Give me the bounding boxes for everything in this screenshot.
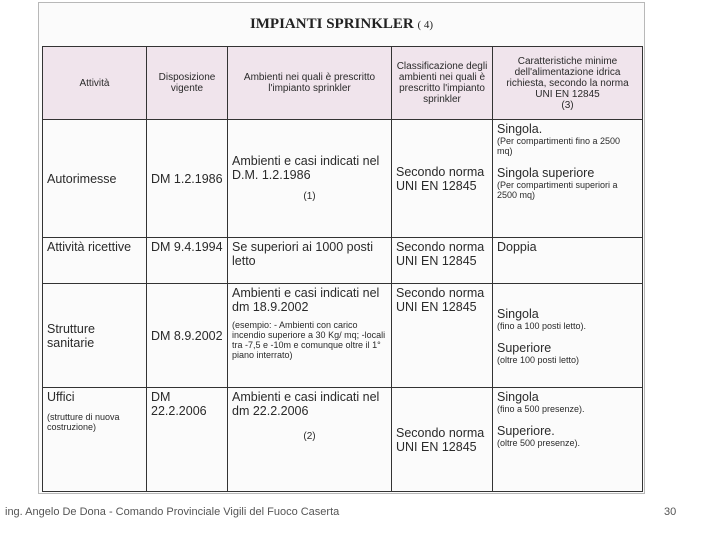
cell-ambienti bbox=[228, 388, 392, 492]
caratt-secondary: Superiore. bbox=[497, 424, 555, 438]
header-classificazione: Classificazione degli ambienti nei quali è prescritto l'impianto sprinkler bbox=[392, 47, 493, 120]
cell-disposizione: DM 8.9.2002 bbox=[147, 284, 228, 388]
attivita-label: Attività ricettive bbox=[47, 240, 132, 254]
title-text: IMPIANTI SPRINKLER bbox=[249, 16, 414, 32]
attivita-label: Uffici bbox=[47, 390, 75, 404]
table-row bbox=[43, 284, 643, 388]
cell-classificazione: Secondo norma UNI EN 12845 bbox=[392, 238, 493, 284]
ambienti-note: (esempio: - Ambienti con carico incendio superiore a 30 Kg/ mq; -locali tra -7,5 e -10m e comunque oltre il 1° piano interrato) bbox=[232, 320, 386, 360]
header-caratteristiche-ref: (3) bbox=[561, 99, 574, 111]
caratt-secondary: Singola superiore bbox=[497, 166, 595, 180]
ambienti-ref: (2) bbox=[303, 431, 316, 442]
caratt-primary: Doppia bbox=[497, 240, 537, 254]
cell-attivita bbox=[43, 238, 147, 284]
caratt-primary-note: (fino a 100 posti letto). bbox=[497, 320, 587, 331]
cell-attivita bbox=[43, 284, 147, 388]
caratt-primary: Singola bbox=[497, 306, 539, 321]
caratt-secondary-note: (oltre 100 posti letto) bbox=[497, 354, 580, 365]
cell-attivita bbox=[43, 120, 147, 238]
cell-ambienti bbox=[228, 284, 392, 388]
title-ref: ( 4) bbox=[417, 19, 434, 31]
cell-ambienti bbox=[228, 120, 392, 238]
footer-author: ing. Angelo De Dona - Comando Provinciale Vigili del Fuoco Caserta bbox=[5, 506, 340, 518]
page-number: 30 bbox=[664, 506, 677, 518]
cell-attivita bbox=[43, 388, 147, 492]
table-row bbox=[43, 388, 643, 492]
document-title bbox=[39, 9, 644, 39]
caratt-secondary: Superiore bbox=[497, 340, 552, 355]
sprinkler-table bbox=[42, 46, 643, 492]
ambienti-text: Ambienti e casi indicati nel dm 22.2.2006 bbox=[232, 390, 380, 418]
caratt-secondary-note: (Per compartimenti superiori a 2500 mq) bbox=[497, 180, 618, 200]
attivita-note: (strutture di nuova costruzione) bbox=[47, 412, 120, 432]
cell-disposizione: DM 9.4.1994 bbox=[147, 238, 228, 284]
table-header-row bbox=[43, 47, 643, 120]
caratt-secondary-note: (oltre 500 presenze). bbox=[497, 438, 581, 448]
ambienti-ref: (1) bbox=[303, 190, 316, 202]
attivita-label: Autorimesse bbox=[47, 171, 117, 186]
caratt-primary: Singola bbox=[497, 390, 539, 404]
cell-caratteristiche bbox=[493, 120, 643, 238]
ambienti-text: Ambienti e casi indicati nel dm 18.9.2002 bbox=[232, 286, 380, 314]
scanned-document bbox=[38, 2, 645, 494]
table-row bbox=[43, 120, 643, 238]
cell-disposizione: DM 1.2.1986 bbox=[147, 120, 228, 238]
header-ambienti: Ambienti nei quali è prescritto l'impianto sprinkler bbox=[228, 47, 392, 120]
cell-classificazione: Secondo norma UNI EN 12845 bbox=[392, 388, 493, 492]
header-caratteristiche-text: Caratteristiche minime dell'alimentazione idrica richiesta, secondo la norma UNI EN 12845 bbox=[506, 55, 629, 100]
cell-caratteristiche bbox=[493, 238, 643, 284]
cell-ambienti: Se superiori ai 1000 posti letto bbox=[228, 238, 392, 284]
cell-caratteristiche bbox=[493, 284, 643, 388]
table-row bbox=[43, 238, 643, 284]
caratt-primary-note: (Per compartimenti fino a 2500 mq) bbox=[497, 136, 621, 156]
caratt-primary: Singola. bbox=[497, 122, 543, 136]
header-disposizione: Disposizione vigente bbox=[147, 47, 228, 120]
header-caratteristiche bbox=[493, 47, 643, 120]
caratt-primary-note: (fino a 500 presenze). bbox=[497, 404, 585, 414]
cell-disposizione: DM 22.2.2006 bbox=[147, 388, 228, 492]
header-attivita: Attività bbox=[43, 47, 147, 120]
ambienti-text: Ambienti e casi indicati nel D.M. 1.2.1986 bbox=[232, 153, 380, 182]
cell-classificazione: Secondo norma UNI EN 12845 bbox=[392, 284, 493, 388]
cell-caratteristiche bbox=[493, 388, 643, 492]
cell-classificazione: Secondo norma UNI EN 12845 bbox=[392, 120, 493, 238]
attivita-label: Strutture sanitarie bbox=[47, 321, 95, 350]
